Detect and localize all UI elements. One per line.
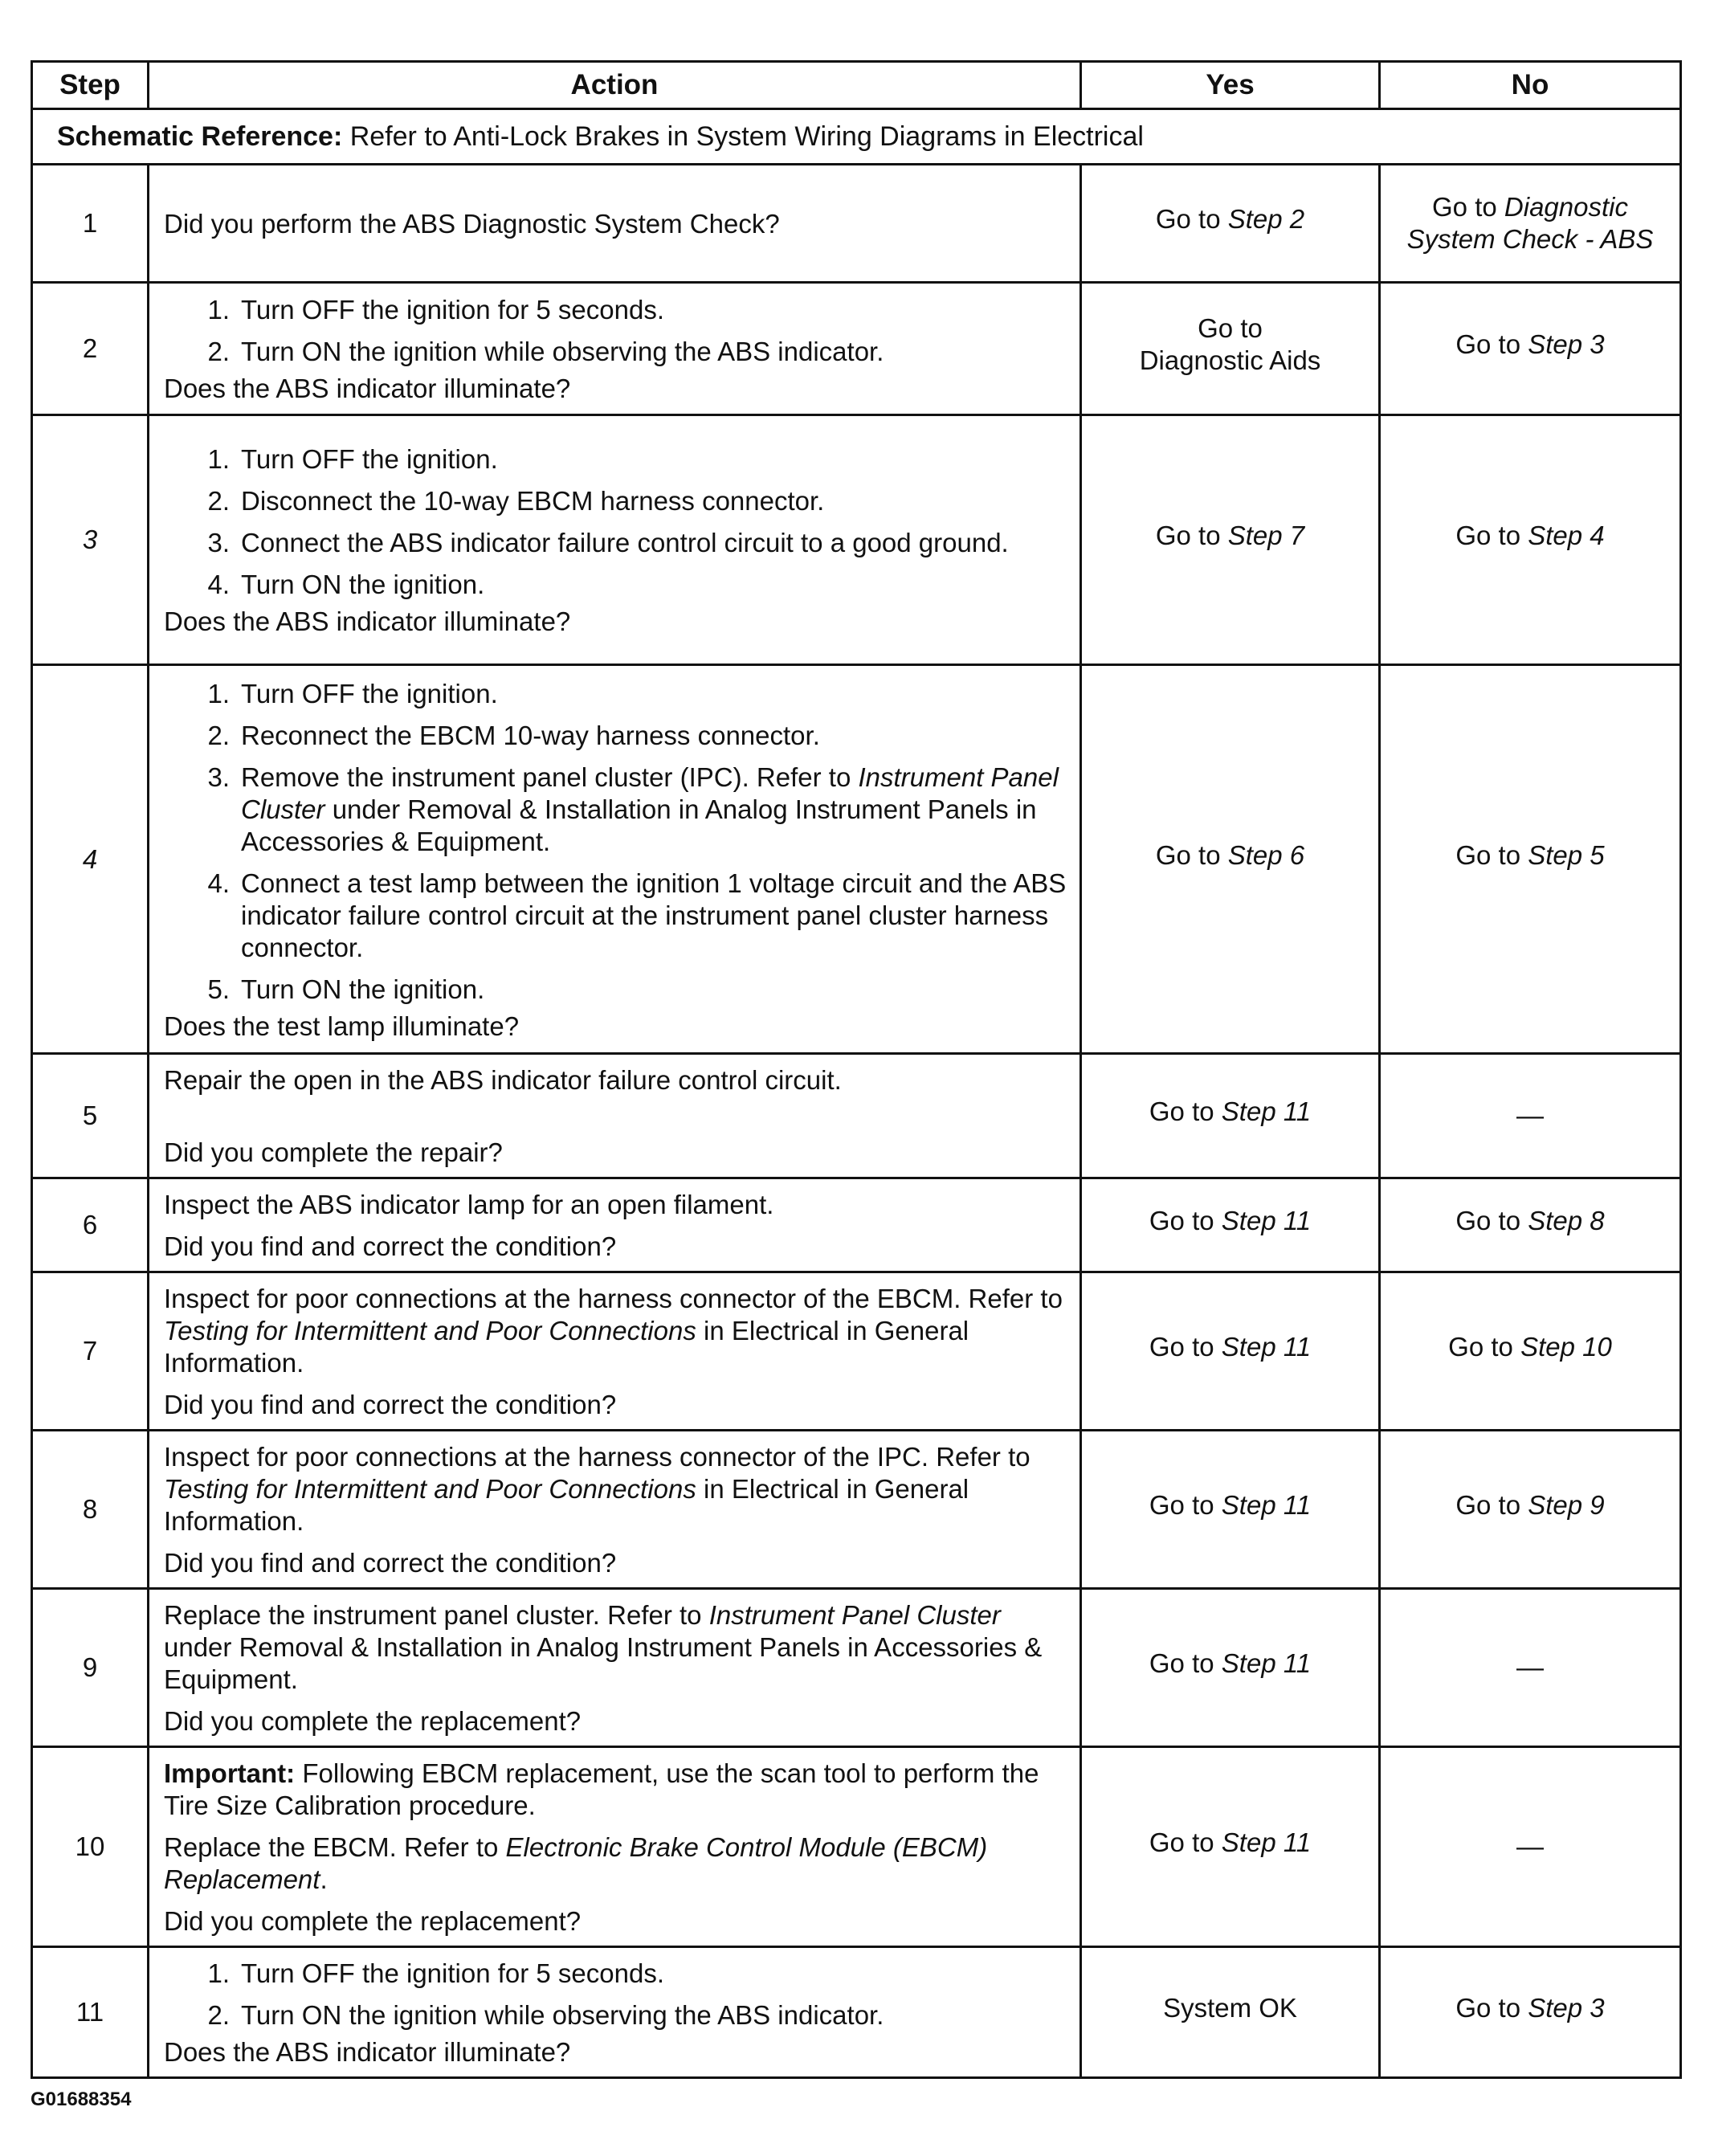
no-target: Step 9 (1528, 1490, 1605, 1520)
yes-line2: Diagnostic Aids (1139, 345, 1321, 375)
step-number: 3 (32, 415, 149, 665)
no-cell (1380, 665, 1681, 1054)
no-target: Step 4 (1528, 521, 1605, 550)
no-target: Step 8 (1528, 1206, 1605, 1235)
yes-prefix: Go to (1149, 1827, 1222, 1857)
step-number: 9 (32, 1589, 149, 1747)
yes-cell (1081, 1747, 1380, 1947)
header-action: Action (149, 62, 1081, 109)
yes-prefix: Go to (1155, 204, 1228, 234)
list-item: 1. Turn OFF the ignition for 5 seconds. (207, 1958, 665, 1988)
figure-code: G01688354 (31, 2089, 132, 2110)
no-target: Diagnostic (1504, 192, 1628, 222)
reference-text: Refer to Anti-Lock Brakes in System Wiring Diagrams in Electrical (342, 121, 1144, 152)
yes-cell (1081, 665, 1380, 1054)
action-question: Did you find and correct the condition? (164, 1548, 617, 1578)
no-prefix: Go to (1455, 1490, 1528, 1520)
list-item: 2. Reconnect the EBCM 10-way harness connector. (207, 720, 820, 750)
table-row (32, 1054, 1681, 1178)
step-number: 7 (32, 1272, 149, 1431)
action-cell (149, 1589, 1081, 1747)
step-number: 6 (32, 1178, 149, 1272)
no-cell (1380, 1431, 1681, 1589)
yes-target: Step 11 (1221, 1648, 1312, 1678)
step-number: 8 (32, 1431, 149, 1589)
table-row (32, 415, 1681, 665)
yes-prefix: Go to (1149, 1648, 1222, 1678)
list-item: 3. Connect the ABS indicator failure control circuit to a good ground. (207, 528, 1009, 557)
no-cell (1380, 283, 1681, 415)
action-text: Inspect for poor connections at the harness connector of the EBCM. Refer to Testing for Intermittent and Poor Connections in Electrical in General Information. (164, 1284, 1063, 1378)
header-yes: Yes (1081, 62, 1380, 109)
yes-cell (1081, 1272, 1380, 1431)
action-question: Did you complete the replacement? (164, 1906, 582, 1936)
action-cell (149, 1272, 1081, 1431)
no-prefix: Go to (1432, 192, 1504, 222)
no-cell (1380, 1272, 1681, 1431)
list-item: 1. Turn OFF the ignition. (207, 444, 498, 474)
action-cell (149, 415, 1081, 665)
action-question: Does the test lamp illuminate? (164, 1011, 520, 1041)
action-text: Replace the EBCM. Refer to Electronic Brake Control Module (EBCM) Replacement. (164, 1832, 988, 1894)
table-row (32, 1431, 1681, 1589)
header-step: Step (32, 62, 149, 109)
no-dash: — (1516, 1652, 1544, 1683)
list-item: 1. Turn OFF the ignition. (207, 678, 498, 708)
diagnostic-table (31, 60, 1682, 2079)
table-row (32, 1178, 1681, 1272)
yes-target: Step 11 (1221, 1096, 1312, 1126)
action-text: Did you perform the ABS Diagnostic System Check? (164, 209, 780, 239)
yes-prefix: Go to (1149, 1096, 1222, 1126)
yes-cell (1081, 1178, 1380, 1272)
no-target: Step 10 (1520, 1332, 1612, 1362)
yes-line1: Go to (1198, 313, 1263, 343)
list-item: 1. Turn OFF the ignition for 5 seconds. (207, 295, 665, 325)
yes-target: Step 11 (1221, 1332, 1312, 1362)
action-cell (149, 1947, 1081, 2078)
yes-target: Step 2 (1227, 204, 1305, 234)
no-prefix: Go to (1455, 839, 1528, 870)
action-list (164, 1958, 1071, 2031)
step-number: 11 (32, 1947, 149, 2078)
no-prefix: Go to (1455, 1993, 1528, 2023)
no-dash: — (1516, 1831, 1544, 1862)
action-question: Did you complete the repair? (164, 1137, 503, 1167)
no-cell (1380, 1054, 1681, 1178)
step-number: 1 (32, 165, 149, 283)
action-list (164, 294, 1071, 368)
no-cell (1380, 1747, 1681, 1947)
header-no: No (1380, 62, 1681, 109)
no-cell (1380, 165, 1681, 283)
yes-target: Step 11 (1221, 1490, 1312, 1520)
action-question: Does the ABS indicator illuminate? (164, 2037, 571, 2067)
step-number: 10 (32, 1747, 149, 1947)
action-question: Did you complete the replacement? (164, 1706, 582, 1736)
yes-target: Step 6 (1227, 839, 1305, 870)
yes-cell (1081, 283, 1380, 415)
yes-prefix: Go to (1155, 839, 1228, 870)
table-row (32, 1747, 1681, 1947)
table-row (32, 1589, 1681, 1747)
action-list (164, 443, 1071, 601)
no-cell (1380, 415, 1681, 665)
step-number: 2 (32, 283, 149, 415)
yes-prefix: Go to (1149, 1206, 1222, 1235)
yes-text: System OK (1163, 1993, 1297, 2023)
yes-cell (1081, 1589, 1380, 1747)
no-cell (1380, 1589, 1681, 1747)
step-number: 5 (32, 1054, 149, 1178)
important-note: Important: Following EBCM replacement, use the scan tool to perform the Tire Size Calibration procedure. (164, 1758, 1039, 1820)
action-text: Inspect the ABS indicator lamp for an open filament. (164, 1190, 774, 1219)
yes-prefix: Go to (1149, 1332, 1222, 1362)
action-text: Repair the open in the ABS indicator failure control circuit. (164, 1065, 842, 1095)
table-row (32, 283, 1681, 415)
no-prefix: Go to (1448, 1332, 1521, 1362)
action-cell (149, 1431, 1081, 1589)
yes-prefix: Go to (1149, 1490, 1222, 1520)
action-list (164, 678, 1071, 1006)
table-row (32, 165, 1681, 283)
action-cell (149, 1747, 1081, 1947)
yes-target: Step 11 (1221, 1827, 1312, 1857)
yes-prefix: Go to (1155, 521, 1228, 550)
action-cell (149, 165, 1081, 283)
yes-cell (1081, 1054, 1380, 1178)
yes-cell (1081, 1947, 1380, 2078)
action-text: Inspect for poor connections at the harness connector of the IPC. Refer to Testing for Intermittent and Poor Connections in Electrical in General Information. (164, 1442, 1030, 1536)
yes-cell (1081, 165, 1380, 283)
no-prefix: Go to (1455, 1206, 1528, 1235)
reference-label: Schematic Reference: (57, 121, 343, 152)
action-question: Does the ABS indicator illuminate? (164, 606, 571, 636)
action-question: Did you find and correct the condition? (164, 1231, 617, 1261)
no-target-line2: System Check - ABS (1406, 224, 1654, 254)
action-question: Did you find and correct the condition? (164, 1390, 617, 1419)
list-item: 3. Remove the instrument panel cluster (IPC). Refer to Instrument Panel Cluster under Removal & Installation in Analog Instrument Panels in Accessories & Equipment. (207, 762, 1059, 856)
table-row (32, 665, 1681, 1054)
action-question: Does the ABS indicator illuminate? (164, 374, 571, 403)
list-item: 2. Turn ON the ignition while observing the ABS indicator. (207, 337, 884, 366)
no-cell (1380, 1178, 1681, 1272)
action-cell (149, 665, 1081, 1054)
yes-target: Step 11 (1221, 1206, 1312, 1235)
table-row (32, 1272, 1681, 1431)
schematic-reference-row (32, 109, 1681, 165)
step-number: 4 (32, 665, 149, 1054)
yes-target: Step 7 (1227, 521, 1305, 550)
schematic-reference (32, 109, 1681, 165)
no-cell (1380, 1947, 1681, 2078)
yes-cell (1081, 415, 1380, 665)
list-item: 4. Turn ON the ignition. (207, 570, 485, 599)
list-item: 4. Connect a test lamp between the ignition 1 voltage circuit and the ABS indicator failure control circuit at the instrument panel cluster harness connector. (207, 868, 1067, 962)
no-dash: — (1516, 1100, 1544, 1131)
action-cell (149, 283, 1081, 415)
no-target: Step 3 (1528, 1993, 1605, 2023)
action-text: Replace the instrument panel cluster. Refer to Instrument Panel Cluster under Removal & Installation in Analog Instrument Panels in Accessories & Equipment. (164, 1600, 1043, 1694)
no-prefix: Go to (1455, 329, 1528, 359)
no-prefix: Go to (1455, 521, 1528, 550)
header-row (32, 62, 1681, 109)
table-row (32, 1947, 1681, 2078)
yes-cell (1081, 1431, 1380, 1589)
action-cell (149, 1054, 1081, 1178)
no-target: Step 3 (1528, 329, 1605, 359)
list-item: 2. Turn ON the ignition while observing the ABS indicator. (207, 2000, 884, 2030)
action-cell (149, 1178, 1081, 1272)
no-target: Step 5 (1528, 839, 1605, 870)
list-item: 2. Disconnect the 10-way EBCM harness connector. (207, 486, 825, 516)
list-item: 5. Turn ON the ignition. (207, 974, 485, 1004)
